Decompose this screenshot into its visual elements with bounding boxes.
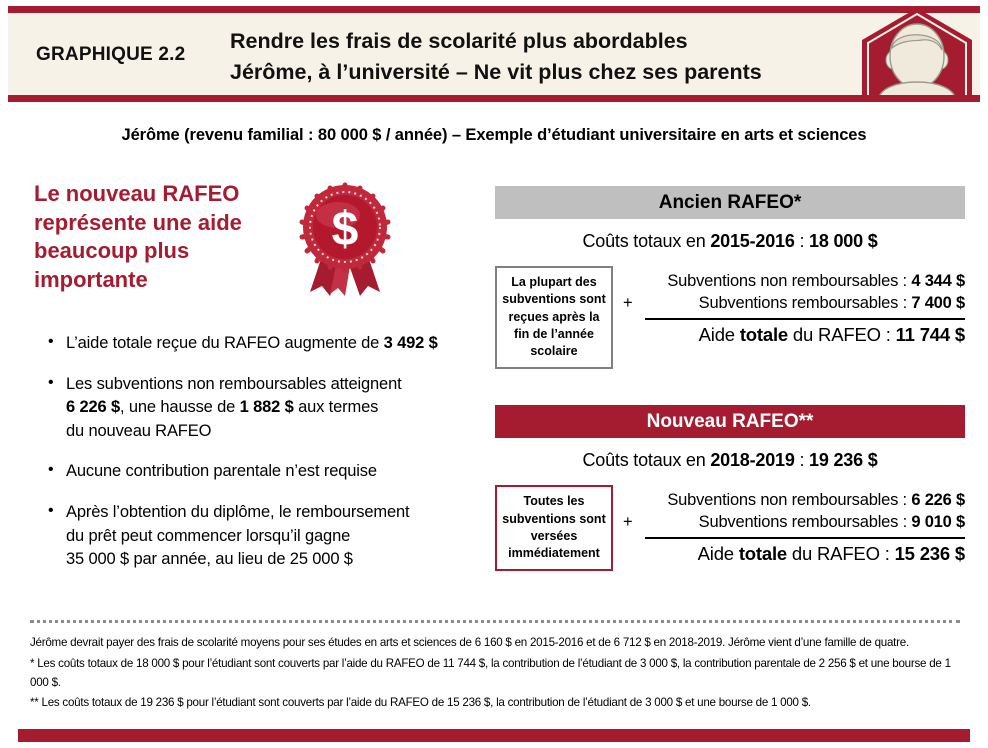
total-aid-prefix: Aide <box>697 543 739 565</box>
footnote-single-asterisk: * Les coûts totaux de 18 000 $ pour l’étudiant sont couverts par l’aide du RAFEO de 11 744 $, la contribution de l’étudiant de 3 000 $, la contribution parentale de 2 256 $ et une bourse de 1 000 $. <box>30 656 951 689</box>
total-aid-ancien <box>623 324 965 346</box>
footnote-double-asterisk: ** Les coûts totaux de 19 236 $ pour l’étudiant sont couverts par l’aide du RAFEO de 15 236 $, la contribution de l’étudiant de 3 000 $ et une bourse de 1 000 $. <box>30 696 811 710</box>
total-aid-prefix: Aide <box>698 324 740 346</box>
header-bottom-rule <box>8 95 980 102</box>
list-item: • Aucune contribution parentale n’est requise <box>44 460 502 484</box>
chart-number-label: GRAPHIQUE 2.2 <box>36 44 186 65</box>
list-item: • L’aide totale reçue du RAFEO augmente de 3 492 $ <box>44 332 502 356</box>
subtitle: Jérôme (revenu familial : 80 000 $ / année) – Exemple d’étudiant universitaire en arts et sciences <box>121 126 867 144</box>
total-costs-value: 18 000 $ <box>809 231 878 251</box>
plus-sign: + <box>623 294 633 313</box>
sum-rule <box>645 537 965 539</box>
grants-nonrepayable-label: Subventions non remboursables : <box>667 491 912 510</box>
list-item: • Après l’obtention du diplôme, le remboursement du prêt peut commencer lorsqu’il gagne 35 000 $ par année, au lieu de 25 000 $ <box>44 501 502 572</box>
total-costs-separator: : <box>794 450 810 471</box>
grants-repayable-value: 7 400 $ <box>911 294 965 313</box>
page-title <box>230 26 850 87</box>
total-costs-nouveau <box>495 450 965 471</box>
grants-repayable-value: 9 010 $ <box>911 513 965 532</box>
note-box-nouveau: Toutes les subventions sont versées immédiatement <box>495 485 613 571</box>
page-title-line-2: Jérôme, à l’université – Ne vit plus chez ses parents <box>230 59 762 84</box>
grants-nonrepayable-label: Subventions non remboursables : <box>667 272 912 290</box>
grants-repayable-nouveau <box>623 511 965 533</box>
total-costs-label: Coûts totaux en <box>582 231 711 251</box>
grants-nonrepayable-value: 6 226 $ <box>911 491 965 510</box>
panel-ancien-rafeo <box>495 186 965 369</box>
award-medal-dollar-icon <box>292 182 398 302</box>
footer-divider <box>30 620 960 623</box>
person-avatar-icon <box>858 6 976 102</box>
sum-rule <box>645 318 965 320</box>
panel-spacer <box>495 369 965 405</box>
calculation-lines-ancien <box>613 270 965 346</box>
total-aid-mid: du RAFEO : <box>786 543 895 565</box>
total-costs-year: 2018-2019 <box>710 450 795 471</box>
footnotes <box>30 634 965 715</box>
panel-nouveau-rafeo <box>495 405 965 571</box>
total-costs-year: 2015-2016 <box>710 231 795 251</box>
right-column <box>495 186 965 571</box>
grants-repayable-label: Subventions remboursables : <box>698 294 912 313</box>
calculation-row-ancien <box>495 266 965 369</box>
total-aid-value: 11 744 $ <box>895 324 965 346</box>
svg-text:$: $ <box>331 203 359 256</box>
note-box-ancien: La plupart des subventions sont reçues après la fin de l’année scolaire <box>495 266 613 369</box>
total-costs-separator: : <box>794 231 810 251</box>
plus-sign: + <box>623 513 633 532</box>
total-costs-ancien <box>495 231 965 252</box>
footer-bar <box>18 729 970 742</box>
list-item: • Les subventions non remboursables atteignent 6 226 $, une hausse de 1 882 $ aux termes du nouveau RAFEO <box>44 373 502 444</box>
grants-repayable-label: Subventions remboursables : <box>698 513 912 532</box>
grants-repayable-ancien <box>623 292 965 314</box>
panel-header-ancien: Ancien RAFEO* <box>495 186 965 219</box>
total-aid-emphasis: totale <box>738 543 787 565</box>
total-costs-label: Coûts totaux en <box>582 450 711 471</box>
total-costs-value: 19 236 $ <box>809 450 878 471</box>
grants-nonrepayable-value: 4 344 $ <box>911 272 965 290</box>
total-aid-emphasis: totale <box>739 324 788 346</box>
header-top-rule <box>8 6 980 13</box>
total-aid-nouveau <box>623 543 965 565</box>
grants-nonrepayable-ancien <box>623 270 965 292</box>
lede-statement: Le nouveau RAFEO représente une aide beaucoup plus importante <box>34 181 242 292</box>
grants-nonrepayable-nouveau <box>623 489 965 511</box>
page-header <box>8 6 980 102</box>
panel-header-nouveau: Nouveau RAFEO** <box>495 405 965 438</box>
total-aid-mid: du RAFEO : <box>787 324 896 346</box>
calculation-row-nouveau <box>495 485 965 571</box>
bullet-list <box>44 332 502 589</box>
calculation-lines-nouveau <box>613 489 965 565</box>
total-aid-value: 15 236 $ <box>894 543 965 565</box>
page-title-line-1: Rendre les frais de scolarité plus abordables <box>230 29 688 53</box>
footnote-general: Jérôme devrait payer des frais de scolarité moyens pour ses études en arts et sciences de 6 160 $ en 2015-2016 et de 6 712 $ en 2018-2019. Jérôme vient d’une famille de quatre. <box>30 636 909 649</box>
